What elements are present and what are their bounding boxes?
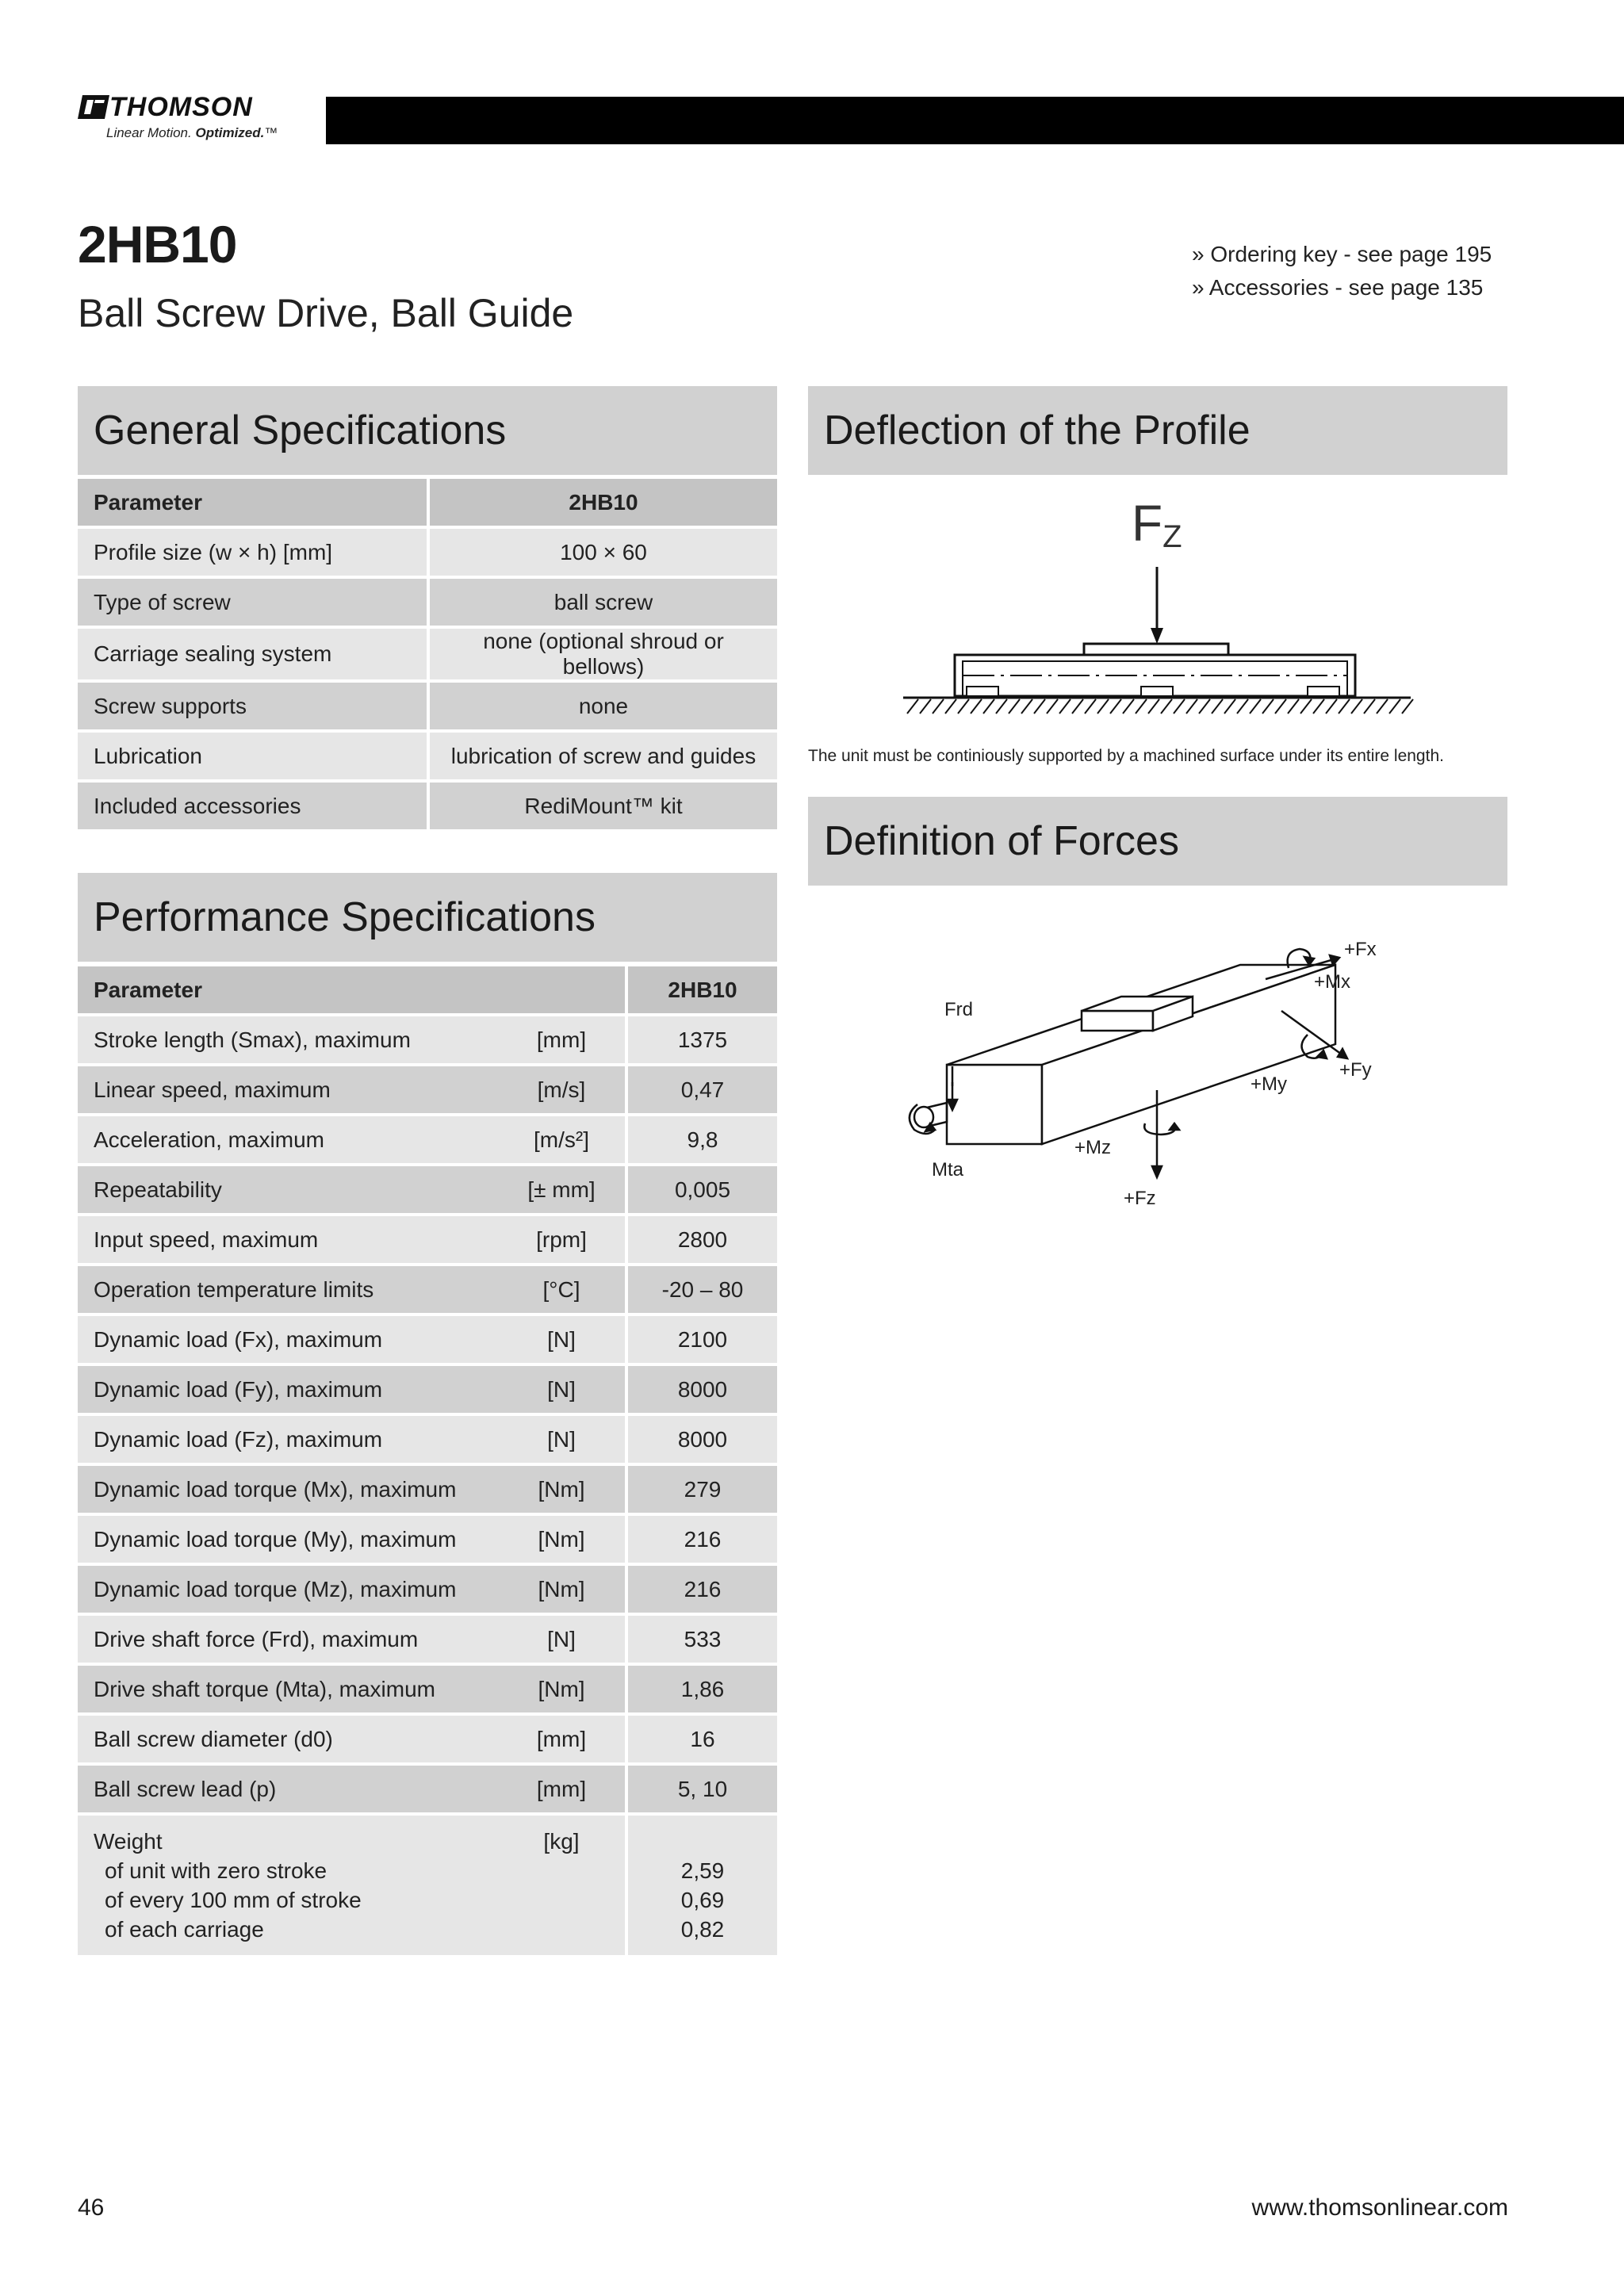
table-row (78, 1316, 777, 1363)
performance-specifications-table (78, 963, 777, 1958)
table-header-row (78, 479, 777, 526)
parameter-cell: Linear speed, maximum (78, 1066, 498, 1113)
parameter-cell: Type of screw (78, 579, 427, 626)
support-foot (967, 687, 998, 696)
table-row (78, 1066, 777, 1113)
hatch-line (1199, 699, 1210, 714)
carriage-plate (1084, 644, 1228, 655)
hatch-line (1364, 699, 1375, 714)
fy-label: +Fy (1339, 1059, 1372, 1081)
value-cell: 533 (625, 1616, 777, 1663)
hatch-line (1110, 699, 1121, 714)
table-row (78, 1666, 777, 1712)
table-row (78, 1766, 777, 1812)
table-row (78, 579, 777, 626)
unit-cell: [mm] (498, 1016, 625, 1063)
hatch-line (1389, 699, 1400, 714)
mta-label: Mta (932, 1159, 964, 1181)
value-cell: 5, 10 (625, 1766, 777, 1812)
value-cell: 8000 (625, 1416, 777, 1463)
hatch-line (971, 699, 982, 714)
table-row (78, 1266, 777, 1313)
hatch-line (1377, 699, 1388, 714)
support-note: The unit must be continiously supported by a machined surface under its entire length. (808, 747, 1444, 765)
table-row (78, 629, 777, 679)
table-row (78, 783, 777, 829)
forces-diagram (808, 892, 1507, 1225)
weight-sub-label: of each carriage (105, 1917, 264, 1942)
hatch-line (933, 699, 944, 714)
forces-heading: Definition of Forces (808, 797, 1507, 886)
parameter-cell: Dynamic load (Fx), maximum (78, 1316, 498, 1363)
table-row (78, 1116, 777, 1163)
parameter-cell: Drive shaft torque (Mta), maximum (78, 1666, 498, 1712)
table-row (78, 1216, 777, 1263)
unit-cell: [m/s²] (498, 1116, 625, 1163)
unit-cell: [mm] (498, 1766, 625, 1812)
table-row (78, 733, 777, 779)
product-subtitle: Ball Screw Drive, Ball Guide (78, 291, 574, 335)
hatch-line (1275, 699, 1286, 714)
value-cell (625, 1816, 777, 1955)
value-cell: 1375 (625, 1016, 777, 1063)
value-cell: lubrication of screw and guides (427, 733, 777, 779)
hatch-line (1097, 699, 1109, 714)
unit-cell: [N] (498, 1366, 625, 1413)
parameter-cell: Operation temperature limits (78, 1266, 498, 1313)
general-specifications-heading: General Specifications (78, 386, 777, 475)
unit-cell: [Nm] (498, 1466, 625, 1513)
unit-cell: [kg] (498, 1816, 625, 1955)
value-cell: none (427, 683, 777, 729)
unit-cell: [mm] (498, 1716, 625, 1762)
parameter-cell: Carriage sealing system (78, 629, 427, 679)
hatch-line (1085, 699, 1096, 714)
value-cell: 0,47 (625, 1066, 777, 1113)
weight-label: Weight (94, 1829, 163, 1854)
parameter-cell: Repeatability (78, 1166, 498, 1213)
value-cell: RediMount™ kit (427, 783, 777, 829)
header-cell (498, 966, 625, 1013)
parameter-cell: Lubrication (78, 733, 427, 779)
parameter-cell: Screw supports (78, 683, 427, 729)
hatch-line (1123, 699, 1134, 714)
force-arrow-head (1151, 628, 1163, 644)
value-cell: -20 – 80 (625, 1266, 777, 1313)
value-cell: 16 (625, 1716, 777, 1762)
weight-sub-value: 0,69 (680, 1888, 725, 1912)
hatch-line (1339, 699, 1350, 714)
value-cell: 2100 (625, 1316, 777, 1363)
parameter-cell: Included accessories (78, 783, 427, 829)
table-row (78, 1616, 777, 1663)
parameter-cell: Dynamic load (Fz), maximum (78, 1416, 498, 1463)
hatch-line (1161, 699, 1172, 714)
hatch-line (1034, 699, 1045, 714)
header-cell: Parameter (78, 479, 427, 526)
weight-sub-label: of every 100 mm of stroke (105, 1888, 362, 1912)
parameter-cell: Dynamic load torque (My), maximum (78, 1516, 498, 1563)
parameter-cell (78, 1816, 498, 1955)
table-row (78, 1566, 777, 1613)
hatch-line (1009, 699, 1020, 714)
hatch-line (1300, 699, 1312, 714)
unit-cell: [m/s] (498, 1066, 625, 1113)
hatch-line (945, 699, 956, 714)
accessories-link[interactable]: » Accessories - see page 135 (1192, 275, 1484, 300)
general-specifications-table (78, 476, 777, 832)
hatch-line (1148, 699, 1159, 714)
unit-cell: [Nm] (498, 1516, 625, 1563)
hatch-line (1237, 699, 1248, 714)
hatch-line (1326, 699, 1337, 714)
table-row (78, 1466, 777, 1513)
hatch-line (1186, 699, 1197, 714)
unit-cell: [± mm] (498, 1166, 625, 1213)
value-cell: 2800 (625, 1216, 777, 1263)
page-number: 46 (78, 2195, 105, 2221)
value-cell: ball screw (427, 579, 777, 626)
value-cell: none (optional shroud or bellows) (427, 629, 777, 679)
hatch-line (1059, 699, 1071, 714)
hatch-line (1021, 699, 1032, 714)
table-row (78, 529, 777, 576)
parameter-cell: Ball screw lead (p) (78, 1766, 498, 1812)
hatch-line (996, 699, 1007, 714)
mx-label: +Mx (1314, 971, 1351, 993)
hatch-line (1047, 699, 1058, 714)
parameter-cell: Stroke length (Smax), maximum (78, 1016, 498, 1063)
deflection-diagram (808, 492, 1507, 729)
support-foot (1141, 687, 1173, 696)
value-cell: 216 (625, 1516, 777, 1563)
reference-links (1192, 238, 1492, 304)
frd-label: Frd (944, 999, 973, 1020)
hatch-line (1250, 699, 1261, 714)
table-header-row (78, 966, 777, 1013)
value-cell: 216 (625, 1566, 777, 1613)
hatch-line (1224, 699, 1235, 714)
unit-cell: [Nm] (498, 1666, 625, 1712)
value-cell: 8000 (625, 1366, 777, 1413)
table-row (78, 1166, 777, 1213)
weight-sub-value: 0,82 (680, 1917, 725, 1942)
parameter-cell: Dynamic load torque (Mx), maximum (78, 1466, 498, 1513)
header-bar (326, 97, 1624, 144)
support-foot (1308, 687, 1339, 696)
unit-cell: [Nm] (498, 1566, 625, 1613)
unit-cell: [N] (498, 1616, 625, 1663)
hatch-line (907, 699, 918, 714)
ground-hatching (907, 699, 1413, 714)
parameter-cell: Ball screw diameter (d0) (78, 1716, 498, 1762)
thomson-logo (78, 92, 284, 147)
value-cell: 0,005 (625, 1166, 777, 1213)
parameter-cell: Drive shaft force (Frd), maximum (78, 1616, 498, 1663)
header-cell: Parameter (78, 966, 498, 1013)
table-row (78, 1016, 777, 1063)
hatch-line (983, 699, 994, 714)
value-cell: 279 (625, 1466, 777, 1513)
mz-label: +Mz (1074, 1137, 1112, 1158)
value-cell: 1,86 (625, 1666, 777, 1712)
weight-sub-value: 2,59 (680, 1858, 725, 1883)
hatch-line (1288, 699, 1299, 714)
table-row (78, 1416, 777, 1463)
hatch-line (1072, 699, 1083, 714)
ordering-key-link[interactable]: » Ordering key - see page 195 (1192, 242, 1492, 266)
force-fz-label: FZ (1132, 495, 1182, 554)
logo-tagline: Linear Motion. Optimized.™ (106, 125, 278, 140)
value-cell: 100 × 60 (427, 529, 777, 576)
website-url[interactable]: www.thomsonlinear.com (1251, 2195, 1508, 2221)
actuator-body (947, 965, 1335, 1144)
weight-row (78, 1816, 777, 1955)
fz-label: +Fz (1124, 1188, 1156, 1209)
hatch-line (1402, 699, 1413, 714)
product-title: 2HB10 (78, 215, 237, 274)
unit-cell: [°C] (498, 1266, 625, 1313)
hatch-line (1351, 699, 1362, 714)
parameter-cell: Acceleration, maximum (78, 1116, 498, 1163)
unit-cell: [N] (498, 1416, 625, 1463)
hatch-line (1212, 699, 1223, 714)
thomson-logo-icon (78, 95, 109, 119)
spacer (644, 1827, 761, 1856)
hatch-line (920, 699, 931, 714)
my-label: +My (1251, 1073, 1288, 1095)
hatch-line (1136, 699, 1147, 714)
hatch-line (958, 699, 969, 714)
parameter-cell: Input speed, maximum (78, 1216, 498, 1263)
table-row (78, 1366, 777, 1413)
header-cell: 2HB10 (625, 966, 777, 1013)
table-row (78, 1716, 777, 1762)
value-cell: 9,8 (625, 1116, 777, 1163)
logo-wordmark: THOMSON (109, 92, 253, 122)
deflection-heading: Deflection of the Profile (808, 386, 1507, 475)
table-row (78, 1516, 777, 1563)
parameter-cell: Dynamic load torque (Mz), maximum (78, 1566, 498, 1613)
performance-specifications-heading: Performance Specifications (78, 873, 777, 962)
hatch-line (1313, 699, 1324, 714)
fx-label: +Fx (1344, 939, 1377, 960)
parameter-cell: Dynamic load (Fy), maximum (78, 1366, 498, 1413)
weight-sub-label: of unit with zero stroke (105, 1858, 327, 1883)
header-cell: 2HB10 (427, 479, 777, 526)
parameter-cell: Profile size (w × h) [mm] (78, 529, 427, 576)
unit-cell: [N] (498, 1316, 625, 1363)
hatch-line (1174, 699, 1185, 714)
table-row (78, 683, 777, 729)
unit-cell: [rpm] (498, 1216, 625, 1263)
hatch-line (1262, 699, 1274, 714)
